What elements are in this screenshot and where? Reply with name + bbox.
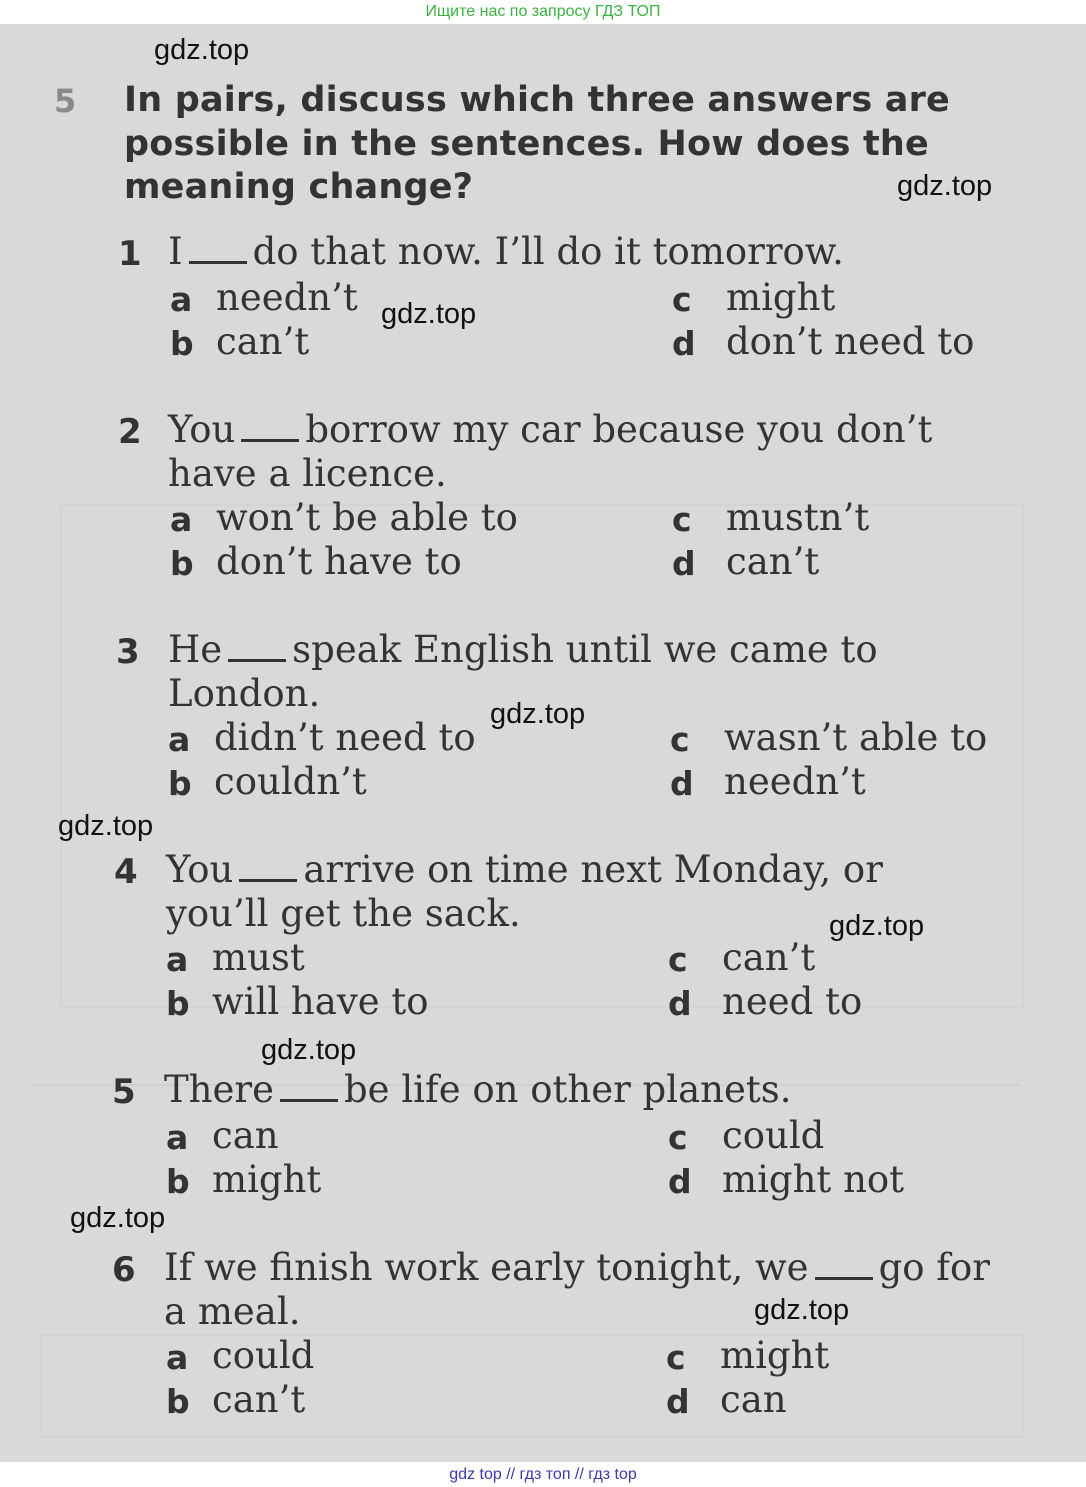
option-b: can’t	[212, 1378, 306, 1421]
option-b: couldn’t	[214, 760, 367, 803]
watermark: gdz.top	[754, 1294, 850, 1326]
instruction-line-3: meaning change?	[124, 167, 474, 207]
option-c: might	[720, 1334, 830, 1377]
option-b: can’t	[216, 320, 310, 363]
question-number: 1	[118, 234, 142, 274]
option-a: must	[212, 936, 305, 979]
option-letter-a: a	[168, 720, 191, 759]
option-letter-d: d	[672, 544, 696, 583]
question-text	[168, 408, 932, 451]
option-letter-a: a	[166, 1338, 189, 1377]
question-text-after: do that now. I’ll do it tomorrow.	[252, 230, 844, 273]
option-a: can	[212, 1114, 279, 1157]
watermark: gdz.top	[154, 34, 250, 66]
question-text-after: speak English until we came to	[292, 628, 878, 671]
option-letter-c: c	[666, 1338, 686, 1377]
exercise-number: 5	[54, 82, 77, 120]
question-text-line-2: a meal.	[164, 1290, 301, 1333]
option-c: mustn’t	[726, 496, 870, 539]
option-letter-b: b	[166, 1162, 190, 1201]
option-letter-a: a	[170, 500, 193, 539]
option-c: could	[722, 1114, 825, 1157]
watermark: gdz.top	[829, 910, 925, 942]
watermark: gdz.top	[490, 698, 586, 730]
option-letter-b: b	[166, 984, 190, 1023]
question-text-after: arrive on time next Monday, or	[303, 848, 883, 891]
search-banner: Ищите нас по запросу ГДЗ ТОП	[425, 3, 661, 20]
answer-blank	[189, 261, 247, 264]
watermark: gdz.top	[381, 298, 477, 330]
option-letter-c: c	[668, 940, 688, 979]
option-c: might	[726, 276, 836, 319]
question-number: 4	[114, 852, 138, 892]
option-letter-d: d	[668, 984, 692, 1023]
option-letter-a: a	[166, 1118, 189, 1157]
option-letter-d: d	[670, 764, 694, 803]
option-letter-c: c	[670, 720, 690, 759]
question-text	[166, 848, 883, 891]
option-letter-b: b	[166, 1382, 190, 1421]
question-text	[164, 1246, 990, 1289]
option-letter-c: c	[672, 500, 692, 539]
question-text-before: You	[166, 848, 234, 891]
answer-blank	[280, 1099, 338, 1102]
option-letter-b: b	[170, 544, 194, 583]
option-d: don’t need to	[726, 320, 975, 363]
option-d: can	[720, 1378, 787, 1421]
option-b: don’t have to	[216, 540, 462, 583]
question-text	[168, 230, 844, 273]
question-text-after: borrow my car because you don’t	[305, 408, 933, 451]
question-number: 3	[116, 632, 140, 672]
question-text-before: I	[168, 230, 183, 273]
watermark: gdz.top	[261, 1034, 357, 1066]
option-letter-d: d	[666, 1382, 690, 1421]
option-d: needn’t	[724, 760, 866, 803]
option-letter-c: c	[672, 280, 692, 319]
option-a: didn’t need to	[214, 716, 476, 759]
option-letter-b: b	[168, 764, 192, 803]
instruction-line-1: In pairs, discuss which three answers are	[124, 80, 950, 120]
option-b: will have to	[212, 980, 429, 1023]
watermark: gdz.top	[58, 810, 154, 842]
question-text-after: go for	[878, 1246, 990, 1289]
watermark: gdz.top	[70, 1202, 166, 1234]
question-text-before: He	[168, 628, 223, 671]
footer-banner: gdz top // гдз топ // гдз top	[449, 1466, 637, 1483]
option-a: won’t be able to	[216, 496, 518, 539]
answer-blank	[239, 879, 297, 882]
question-text-before: You	[168, 408, 236, 451]
option-a: needn’t	[216, 276, 358, 319]
option-letter-b: b	[170, 324, 194, 363]
question-number: 2	[118, 412, 142, 452]
answer-blank	[241, 439, 299, 442]
option-letter-d: d	[672, 324, 696, 363]
option-letter-d: d	[668, 1162, 692, 1201]
option-a: could	[212, 1334, 315, 1377]
question-text-before: If we finish work early tonight, we	[164, 1246, 809, 1289]
question-text-before: There	[164, 1068, 274, 1111]
option-d: can’t	[726, 540, 820, 583]
question-text	[168, 628, 878, 671]
question-text-line-2: London.	[168, 672, 321, 715]
option-letter-c: c	[668, 1118, 688, 1157]
answer-blank	[815, 1277, 873, 1280]
watermark: gdz.top	[897, 170, 993, 202]
question-text	[164, 1068, 791, 1111]
answer-blank	[228, 659, 286, 662]
instruction-line-2: possible in the sentences. How does the	[124, 124, 929, 164]
question-number: 5	[112, 1072, 136, 1112]
question-text-after: be life on other planets.	[344, 1068, 792, 1111]
option-d: need to	[722, 980, 863, 1023]
option-letter-a: a	[170, 280, 193, 319]
option-c: can’t	[722, 936, 816, 979]
option-d: might not	[722, 1158, 905, 1201]
option-letter-a: a	[166, 940, 189, 979]
question-text-line-2: have a licence.	[168, 452, 447, 495]
option-c: wasn’t able to	[724, 716, 988, 759]
question-text-line-2: you’ll get the sack.	[166, 892, 521, 935]
question-number: 6	[112, 1250, 136, 1290]
option-b: might	[212, 1158, 322, 1201]
